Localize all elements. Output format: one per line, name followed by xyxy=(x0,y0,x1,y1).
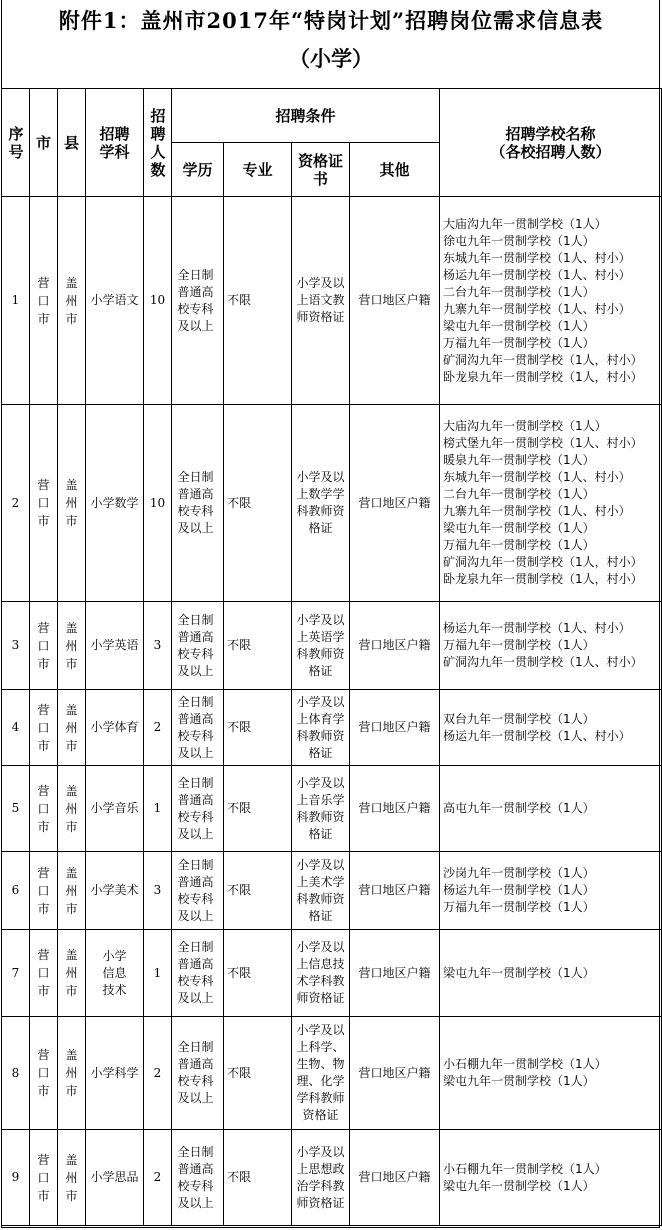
row-schools xyxy=(440,690,662,766)
row-county: 盖州市 xyxy=(58,405,86,602)
row-count: 2 xyxy=(144,1130,172,1226)
row-county: 盖州市 xyxy=(58,852,86,930)
row-qualification: 小学及以上信息技术学科教师资格证 xyxy=(292,930,350,1017)
row-education: 全日制普通高校专科及以上 xyxy=(172,1130,224,1226)
table-row xyxy=(2,852,662,930)
table-row xyxy=(2,930,662,1017)
table-row xyxy=(2,690,662,766)
school-item: 大庙沟九年一贯制学校（1人） xyxy=(443,216,607,231)
row-count: 2 xyxy=(144,1017,172,1130)
row-county: 盖州市 xyxy=(58,690,86,766)
school-item: 杨运九年一贯制学校（1人） xyxy=(443,883,595,897)
school-item: 沙岗九年一贯制学校（1人） xyxy=(443,866,595,880)
school-item: 杨运九年一贯制学校（1人、村小） xyxy=(443,267,631,282)
row-subject: 小学英语 xyxy=(86,602,144,690)
row-major: 不限 xyxy=(224,1017,292,1130)
header-major: 专业 xyxy=(224,143,292,197)
row-count: 3 xyxy=(144,602,172,690)
school-item: 小石棚九年一贯制学校（1人） xyxy=(443,1161,607,1176)
row-city: 营口市 xyxy=(30,690,58,766)
row-seq: 7 xyxy=(2,930,30,1017)
row-county: 盖州市 xyxy=(58,930,86,1017)
row-city: 营口市 xyxy=(30,930,58,1017)
school-item: 徐屯九年一贯制学校（1人） xyxy=(443,233,595,248)
row-count: 1 xyxy=(144,766,172,852)
row-qualification: 小学及以上美术学科教师资格证 xyxy=(292,852,350,930)
row-other: 营口地区户籍 xyxy=(350,1017,440,1130)
school-item: 东城九年一贯制学校（1人、村小） xyxy=(443,250,631,265)
table-row xyxy=(2,766,662,852)
school-item: 万福九年一贯制学校（1人） xyxy=(443,538,595,552)
row-count: 3 xyxy=(144,852,172,930)
table-row xyxy=(2,1130,662,1226)
row-major: 不限 xyxy=(224,1130,292,1226)
row-seq: 4 xyxy=(2,690,30,766)
school-item: 矿洞沟九年一贯制学校（1人，村小） xyxy=(443,555,643,569)
row-major: 不限 xyxy=(224,405,292,602)
row-major: 不限 xyxy=(224,852,292,930)
row-city: 营口市 xyxy=(30,852,58,930)
school-item: 卧龙泉九年一贯制学校（1人，村小） xyxy=(443,572,643,586)
row-schools xyxy=(440,852,662,930)
row-seq: 9 xyxy=(2,1130,30,1226)
row-city: 营口市 xyxy=(30,1017,58,1130)
row-major: 不限 xyxy=(224,766,292,852)
row-city: 营口市 xyxy=(30,1130,58,1226)
row-schools xyxy=(440,766,662,852)
row-count: 10 xyxy=(144,405,172,602)
row-county: 盖州市 xyxy=(58,1017,86,1130)
school-item: 杨运九年一贯制学校（1人、村小） xyxy=(443,621,631,635)
row-other: 营口地区户籍 xyxy=(350,405,440,602)
row-qualification: 小学及以上体育学科教师资格证 xyxy=(292,690,350,766)
school-item: 矿洞沟九年一贯制学校（1人、村小） xyxy=(443,655,643,669)
row-subject: 小学语文 xyxy=(86,197,144,405)
row-education: 全日制普通高校专科及以上 xyxy=(172,1017,224,1130)
row-seq: 3 xyxy=(2,602,30,690)
header-city: 市 xyxy=(30,89,58,197)
school-item: 梁屯九年一贯制学校（1人） xyxy=(443,1074,595,1088)
row-city: 营口市 xyxy=(30,766,58,852)
header-seq: 序号 xyxy=(2,89,30,197)
row-count: 2 xyxy=(144,690,172,766)
row-qualification: 小学及以上英语学科教师资格证 xyxy=(292,602,350,690)
recruitment-table xyxy=(1,88,662,1226)
school-item: 卧龙泉九年一贯制学校（1人，村小） xyxy=(443,369,643,384)
row-education: 全日制普通高校专科及以上 xyxy=(172,197,224,405)
school-item: 暖泉九年一贯制学校（1人） xyxy=(443,453,595,467)
row-other: 营口地区户籍 xyxy=(350,930,440,1017)
school-item: 榜式堡九年一贯制学校（1人、村小） xyxy=(443,436,643,450)
row-schools xyxy=(440,405,662,602)
school-item: 大庙沟九年一贯制学校（1人） xyxy=(443,419,607,433)
school-item: 矿洞沟九年一贯制学校（1人，村小） xyxy=(443,352,643,367)
row-education: 全日制普通高校专科及以上 xyxy=(172,852,224,930)
row-seq: 8 xyxy=(2,1017,30,1130)
row-subject: 小学思品 xyxy=(86,1130,144,1226)
header-qualification: 资格证书 xyxy=(292,143,350,197)
row-schools xyxy=(440,602,662,690)
row-other: 营口地区户籍 xyxy=(350,766,440,852)
row-city: 营口市 xyxy=(30,405,58,602)
row-seq: 5 xyxy=(2,766,30,852)
row-education: 全日制普通高校专科及以上 xyxy=(172,602,224,690)
school-item: 梁屯九年一贯制学校（1人） xyxy=(443,965,595,980)
school-item: 东城九年一贯制学校（1人、村小） xyxy=(443,470,631,484)
school-item: 二台九年一贯制学校（1人） xyxy=(443,487,595,501)
row-schools xyxy=(440,1130,662,1226)
row-schools xyxy=(440,197,662,405)
row-education: 全日制普通高校专科及以上 xyxy=(172,405,224,602)
row-subject: 小学体育 xyxy=(86,690,144,766)
row-count: 1 xyxy=(144,930,172,1017)
school-item: 九寨九年一贯制学校（1人、村小） xyxy=(443,504,631,518)
school-item: 二台九年一贯制学校（1人） xyxy=(443,284,595,299)
school-item: 梁屯九年一贯制学校（1人） xyxy=(443,521,595,535)
row-major: 不限 xyxy=(224,690,292,766)
row-city: 营口市 xyxy=(30,602,58,690)
row-subject: 小学数学 xyxy=(86,405,144,602)
row-major: 不限 xyxy=(224,930,292,1017)
row-other: 营口地区户籍 xyxy=(350,197,440,405)
school-item: 双台九年一贯制学校（1人） xyxy=(443,711,595,726)
row-city: 营口市 xyxy=(30,197,58,405)
header-subject: 招聘学科 xyxy=(86,89,144,197)
header-count: 招聘人数 xyxy=(144,89,172,197)
school-item: 万福九年一贯制学校（1人） xyxy=(443,638,595,652)
row-education: 全日制普通高校专科及以上 xyxy=(172,766,224,852)
table-row xyxy=(2,1017,662,1130)
row-county: 盖州市 xyxy=(58,602,86,690)
row-other: 营口地区户籍 xyxy=(350,690,440,766)
row-count: 10 xyxy=(144,197,172,405)
school-item: 九寨九年一贯制学校（1人、村小） xyxy=(443,301,631,316)
school-item: 梁屯九年一贯制学校（1人） xyxy=(443,318,595,333)
row-qualification: 小学及以上音乐学科教师资格证 xyxy=(292,766,350,852)
row-major: 不限 xyxy=(224,197,292,405)
row-education: 全日制普通高校专科及以上 xyxy=(172,930,224,1017)
row-other: 营口地区户籍 xyxy=(350,852,440,930)
row-seq: 2 xyxy=(2,405,30,602)
header-schools: 招聘学校名称 （各校招聘人数） xyxy=(440,89,662,197)
header-county: 县 xyxy=(58,89,86,197)
table-row xyxy=(2,405,662,602)
row-other: 营口地区户籍 xyxy=(350,1130,440,1226)
school-item: 梁屯九年一贯制学校（1人） xyxy=(443,1178,595,1193)
table-row xyxy=(2,602,662,690)
row-qualification: 小学及以上数学学科教师资格证 xyxy=(292,405,350,602)
row-subject: 小学音乐 xyxy=(86,766,144,852)
school-item: 高屯九年一贯制学校（1人） xyxy=(443,801,595,815)
document-title: 附件1：盖州市2017年“特岗计划”招聘岗位需求信息表 xyxy=(58,8,604,33)
row-county: 盖州市 xyxy=(58,197,86,405)
row-major: 不限 xyxy=(224,602,292,690)
table-row xyxy=(2,197,662,405)
row-schools xyxy=(440,1017,662,1130)
school-item: 杨运九年一贯制学校（1人、村小） xyxy=(443,728,631,743)
row-qualification: 小学及以上语文教师资格证 xyxy=(292,197,350,405)
row-qualification: 小学及以上科学、生物、物理、化学学科教师资格证 xyxy=(292,1017,350,1130)
row-schools xyxy=(440,930,662,1017)
row-subject: 小学美术 xyxy=(86,852,144,930)
header-conditions: 招聘条件 xyxy=(172,89,440,143)
school-item: 万福九年一贯制学校（1人） xyxy=(443,335,595,350)
row-seq: 1 xyxy=(2,197,30,405)
header-other: 其他 xyxy=(350,143,440,197)
row-county: 盖州市 xyxy=(58,1130,86,1226)
row-subject: 小学科学 xyxy=(86,1017,144,1130)
school-item: 万福九年一贯制学校（1人） xyxy=(443,900,595,914)
row-county: 盖州市 xyxy=(58,766,86,852)
header-education: 学历 xyxy=(172,143,224,197)
school-item: 小石棚九年一贯制学校（1人） xyxy=(443,1057,607,1071)
row-education: 全日制普通高校专科及以上 xyxy=(172,690,224,766)
row-other: 营口地区户籍 xyxy=(350,602,440,690)
row-seq: 6 xyxy=(2,852,30,930)
document-subtitle: （小学） xyxy=(289,46,373,71)
row-qualification: 小学及以上思想政治学科教师资格证 xyxy=(292,1130,350,1226)
row-subject: 小学信息技术 xyxy=(86,930,144,1017)
